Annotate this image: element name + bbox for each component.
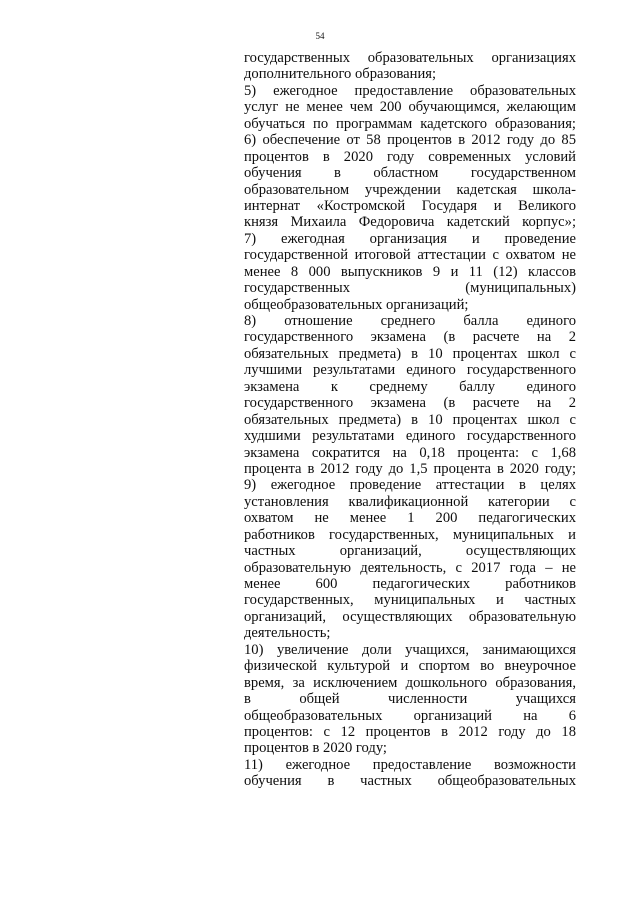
text-line: процентов в 2020 году;: [244, 740, 387, 757]
text-line: экзамена сократится на 0,18 процента: с 1,68: [244, 444, 576, 461]
text-line: государственной итоговой аттестации с охватом не: [244, 247, 576, 264]
text-line: обучения в областном государственном: [244, 165, 576, 182]
text-line: обучаться по программам кадетского образования;: [244, 115, 576, 132]
text-line: 6) обеспечение от 58 процентов в 2012 году до 85: [244, 132, 576, 149]
text-line: 5) ежегодное предоставление образовательных: [244, 82, 576, 99]
text-line: процента в 2012 году до 1,5 процента в 2020 году;: [244, 460, 576, 477]
text-line: время, за исключением дошкольного образования,: [244, 674, 576, 691]
text-line: обучения в частных общеобразовательных: [244, 773, 576, 790]
text-line: худшими результатами единого государственного: [244, 428, 576, 445]
text-line: в общей численности учащихся: [244, 691, 576, 708]
text-line: 8) отношение среднего балла единого: [244, 313, 576, 329]
text-line: дополнительного образования;: [244, 66, 437, 83]
text-line: экзамена к среднему баллу единого: [244, 378, 576, 395]
text-line: частных организаций, осуществляющих: [244, 543, 576, 560]
text-line: услуг не менее чем 200 обучающимся, желающим: [244, 99, 576, 116]
text-line: физической культурой и спортом во внеурочное: [244, 658, 576, 675]
text-line: интернат «Костромской Государя и Великого: [244, 197, 576, 214]
text-line: государственных образовательных организациях: [244, 50, 576, 66]
text-line: лучшими результатами единого государственного: [244, 362, 576, 379]
text-line: государственных, муниципальных и частных: [244, 592, 576, 609]
text-line: общеобразовательных организаций;: [244, 296, 469, 313]
text-line: образовательную деятельность, с 2017 года – не: [244, 559, 576, 576]
text-line: менее 8 000 выпускников 9 и 11 (12) классов: [244, 263, 576, 280]
text-line: процентов в 2020 году современных условий: [244, 148, 576, 165]
page-number: 54: [315, 31, 325, 41]
text-line: менее 600 педагогических работников: [244, 576, 576, 592]
text-line: 7) ежегодная организация и проведение: [244, 230, 576, 247]
text-line: князя Михаила Федоровича кадетский корпус»;: [244, 214, 576, 231]
text-line: общеобразовательных организаций на 6: [244, 707, 576, 724]
text-line: обязательных предмета) в 10 процентах школ с: [244, 411, 576, 428]
text-line: обязательных предмета) в 10 процентах школ с: [244, 345, 576, 362]
text-line: организаций, осуществляющих образовательную: [244, 608, 576, 625]
text-line: работников государственных, муниципальных и: [244, 526, 576, 543]
text-line: образовательном учреждении кадетская школа-: [244, 181, 576, 198]
text-line: установления квалификационной категории с: [244, 493, 576, 510]
text-line: деятельность;: [244, 625, 331, 642]
text-line: государственного экзамена (в расчете на 2: [244, 329, 576, 346]
text-line: 9) ежегодное проведение аттестации в целях: [244, 477, 576, 494]
text-line: охватом не менее 1 200 педагогических: [244, 510, 576, 527]
text-line: 11) ежегодное предоставление возможности: [244, 756, 576, 773]
document-text-column: [244, 50, 576, 790]
text-line: 10) увеличение доли учащихся, занимающихся: [244, 641, 576, 658]
text-line: государственных (муниципальных): [244, 280, 576, 297]
text-line: процентов: с 12 процентов в 2012 году до 18: [244, 723, 576, 740]
text-line: государственного экзамена (в расчете на 2: [244, 395, 576, 412]
